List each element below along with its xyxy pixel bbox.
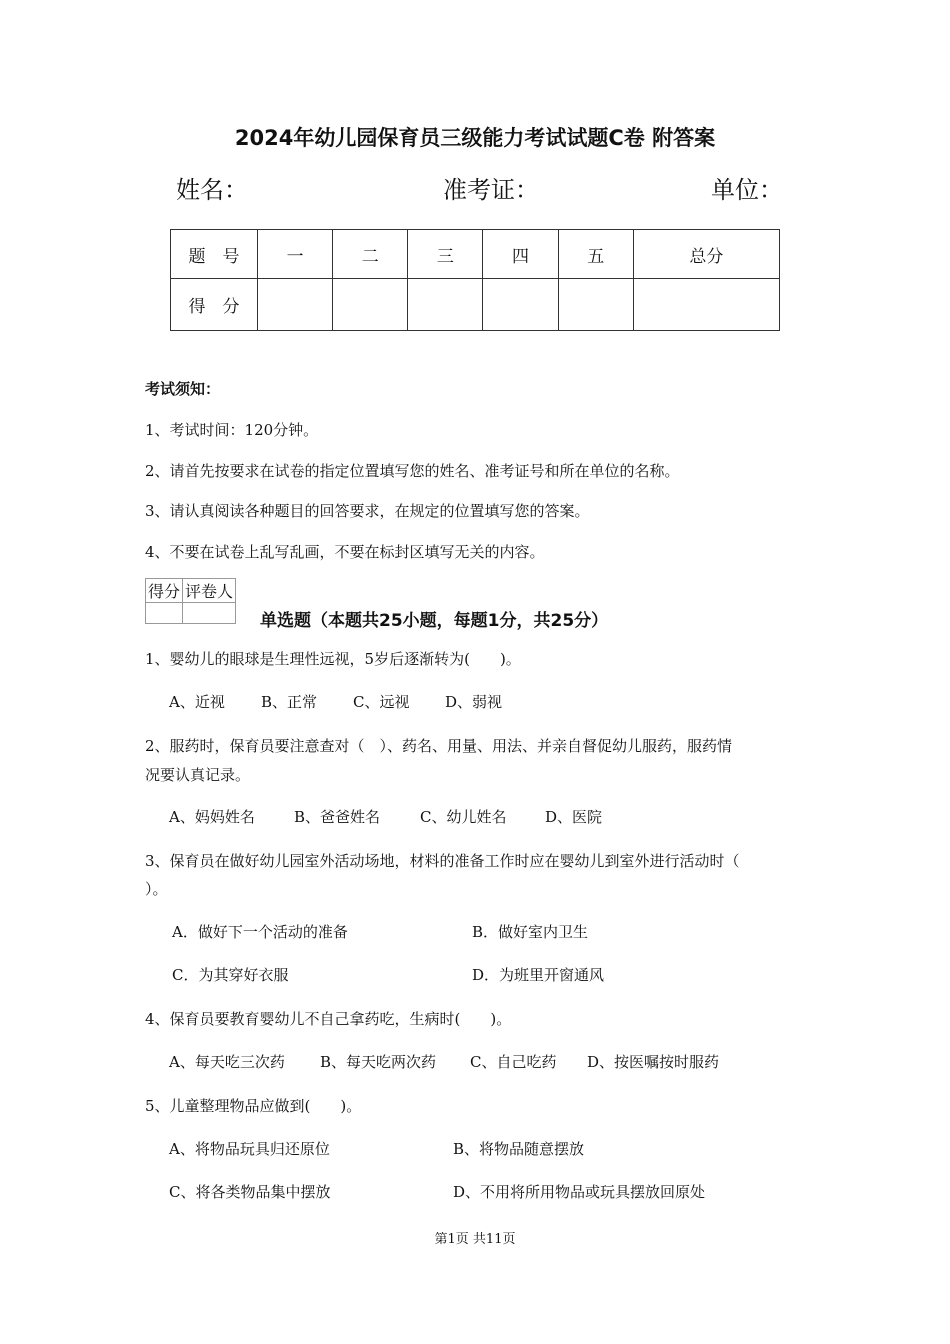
score-header-cell: 五 <box>558 230 633 279</box>
question-3-option-d[interactable]: D．为班里开窗通风 <box>472 966 605 984</box>
score-cell[interactable] <box>633 279 779 331</box>
grader-score-label: 得分 <box>146 579 183 603</box>
score-table-header-row <box>171 230 780 279</box>
notice-item: 3、请认真阅读各种题目的回答要求，在规定的位置填写您的答案。 <box>145 502 590 520</box>
page-title: 2024年幼儿园保育员三级能力考试试题C卷 附答案 <box>234 126 716 150</box>
question-5-option-d[interactable]: D、不用将所用物品或玩具摆放回原处 <box>453 1183 706 1201</box>
unit-label: 单位： <box>711 176 783 204</box>
question-1-option-c[interactable]: C、远视 <box>353 693 410 711</box>
question-4-option-b[interactable]: B、每天吃两次药 <box>320 1053 437 1071</box>
score-header-cell: 总分 <box>633 230 779 279</box>
question-5: 5、儿童整理物品应做到( )。 <box>145 1097 362 1115</box>
page-footer: 第1页 共11页 <box>434 1232 516 1247</box>
score-header-cell: 二 <box>333 230 408 279</box>
score-cell[interactable] <box>408 279 483 331</box>
question-4-option-a[interactable]: A、每天吃三次药 <box>169 1053 285 1071</box>
question-1-option-b[interactable]: B、正常 <box>261 693 318 711</box>
question-5-option-c[interactable]: C、将各类物品集中摆放 <box>169 1183 331 1201</box>
notice-item: 4、不要在试卷上乱写乱画，不要在标封区填写无关的内容。 <box>145 543 545 561</box>
exam-id-label: 准考证： <box>443 176 539 204</box>
question-4: 4、保育员要教育婴幼儿不自己拿药吃，生病时( )。 <box>145 1010 512 1028</box>
question-1: 1、婴幼儿的眼球是生理性远视，5岁后逐渐转为( )。 <box>145 650 521 668</box>
score-row-label: 得 分 <box>171 279 258 331</box>
question-1-option-a[interactable]: A、近视 <box>169 693 225 711</box>
question-2-option-b[interactable]: B、爸爸姓名 <box>294 808 381 826</box>
name-label: 姓名： <box>176 176 248 204</box>
question-4-option-d[interactable]: D、按医嘱按时服药 <box>587 1053 720 1071</box>
notice-heading: 考试须知： <box>145 380 221 398</box>
notice-item: 2、请首先按要求在试卷的指定位置填写您的姓名、准考证号和所在单位的名称。 <box>145 462 680 480</box>
notice-item: 1、考试时间：120分钟。 <box>145 421 319 439</box>
question-2-option-d[interactable]: D、医院 <box>545 808 603 826</box>
score-table <box>170 229 780 331</box>
question-3-option-b[interactable]: B．做好室内卫生 <box>472 923 589 941</box>
score-cell[interactable] <box>558 279 633 331</box>
grader-name-cell[interactable] <box>183 603 236 624</box>
score-table-score-row <box>171 279 780 331</box>
question-2-line-2: 况要认真记录。 <box>145 766 251 784</box>
question-3-line-2: ）。 <box>145 880 168 898</box>
question-3-option-c[interactable]: C．为其穿好衣服 <box>172 966 289 984</box>
question-3-line-1: 3、保育员在做好幼儿园室外活动场地，材料的准备工作时应在婴幼儿到室外进行活动时（ <box>145 852 740 870</box>
score-header-cell: 题 号 <box>171 230 258 279</box>
question-4-option-c[interactable]: C、自己吃药 <box>470 1053 557 1071</box>
grader-box <box>145 578 236 624</box>
score-header-cell: 四 <box>483 230 558 279</box>
grader-score-cell[interactable] <box>146 603 183 624</box>
question-3-option-a[interactable]: A．做好下一个活动的准备 <box>172 923 348 941</box>
score-header-cell: 一 <box>258 230 333 279</box>
question-5-option-b[interactable]: B、将物品随意摆放 <box>453 1140 585 1158</box>
grader-label: 评卷人 <box>183 579 236 603</box>
question-2-option-c[interactable]: C、幼儿姓名 <box>420 808 507 826</box>
score-cell[interactable] <box>258 279 333 331</box>
section-heading: 单选题（本题共25小题，每题1分，共25分） <box>260 611 609 631</box>
score-cell[interactable] <box>483 279 558 331</box>
question-2-option-a[interactable]: A、妈妈姓名 <box>169 808 255 826</box>
question-5-option-a[interactable]: A、将物品玩具归还原位 <box>169 1140 330 1158</box>
question-2-line-1: 2、服药时，保育员要注意查对（ ）、药名、用量、用法、并亲自督促幼儿服药，服药情 <box>145 737 733 755</box>
score-cell[interactable] <box>333 279 408 331</box>
score-header-cell: 三 <box>408 230 483 279</box>
question-1-option-d[interactable]: D、弱视 <box>445 693 503 711</box>
